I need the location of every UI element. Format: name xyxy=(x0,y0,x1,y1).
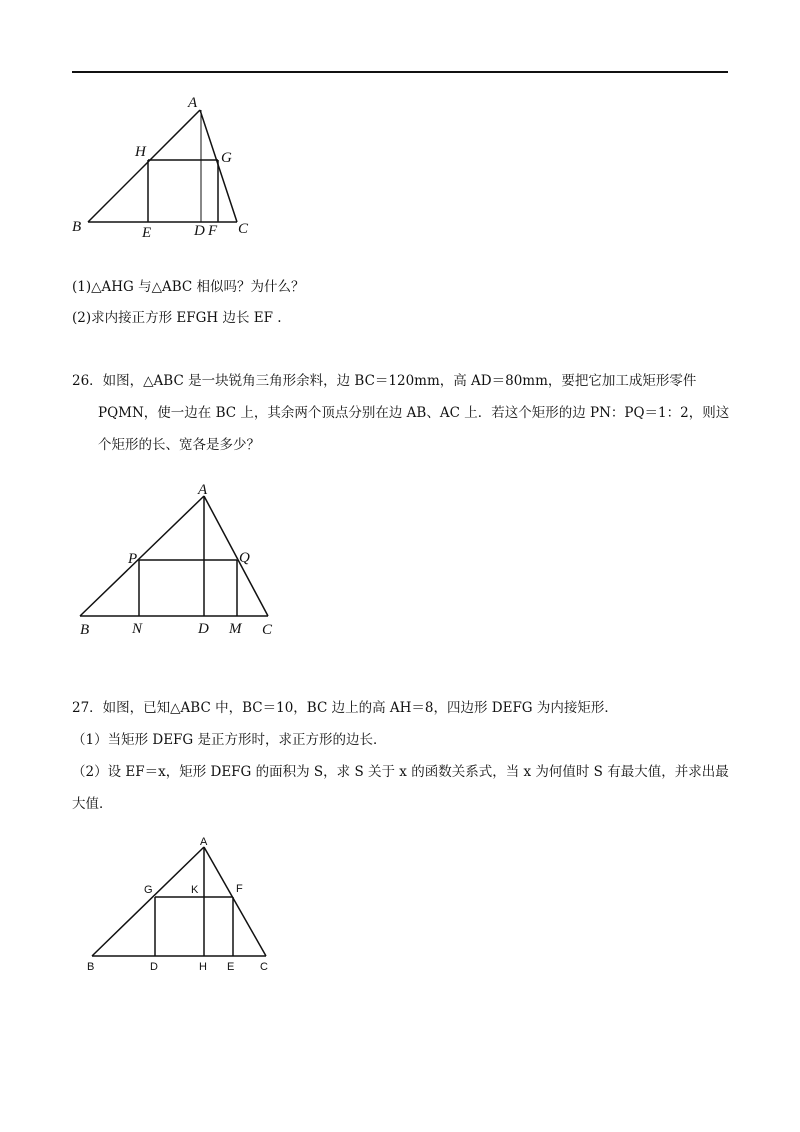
label-B: B xyxy=(80,622,90,638)
label-D: D xyxy=(198,621,209,637)
q27-text-line1: 27．如图，已知△ABC 中，BC＝10，BC 边上的高 AH＝8，四边形 DEFG 为内接矩形． xyxy=(72,700,618,716)
q27-part1: （1）当矩形 DEFG 是正方形时，求正方形的边长． xyxy=(72,732,387,748)
label-E: E xyxy=(142,225,152,241)
label-E: E xyxy=(227,961,235,973)
figure-q27 xyxy=(80,830,280,980)
q26-text-line2: PQMN，使一边在 BC 上，其余两个顶点分别在边 AB、AC 上．若这个矩形的边 PN：PQ＝1：2，则这 xyxy=(98,405,730,421)
label-H: H xyxy=(135,144,146,160)
label-F: F xyxy=(208,223,218,239)
label-C: C xyxy=(260,961,268,973)
label-C: C xyxy=(262,622,273,638)
label-F: F xyxy=(236,883,243,895)
label-B: B xyxy=(87,961,95,973)
label-D: D xyxy=(194,223,205,239)
label-G: G xyxy=(221,150,232,166)
label-N: N xyxy=(132,621,143,637)
label-A: A xyxy=(198,482,208,498)
label-K: K xyxy=(191,884,199,896)
figure-q25 xyxy=(70,92,290,242)
q27-part2-line2: 大值． xyxy=(72,796,113,812)
q25-part2: (2)求内接正方形 EFGH 边长 EF . xyxy=(72,310,282,326)
header-rule xyxy=(72,71,728,73)
q25-part1: (1)△AHG 与△ABC 相似吗？为什么？ xyxy=(72,279,305,295)
label-A: A xyxy=(188,95,198,111)
label-A: A xyxy=(200,836,208,848)
label-D: D xyxy=(150,961,158,973)
q26-text-line3: 个矩形的长、宽各是多少？ xyxy=(98,437,260,453)
label-P: P xyxy=(128,551,138,567)
label-C: C xyxy=(238,221,249,237)
q26-text-line1: 26．如图，△ABC 是一块锐角三角形余料，边 BC＝120mm，高 AD＝80mm，要把它加工成矩形零件 xyxy=(72,373,697,389)
label-G: G xyxy=(144,884,153,896)
label-M: M xyxy=(229,621,242,637)
label-B: B xyxy=(72,219,82,235)
label-Q: Q xyxy=(239,550,250,566)
q27-part2-line1: （2）设 EF＝x，矩形 DEFG 的面积为 S，求 S 关于 x 的函数关系式，当 x 为何值时 S 有最大值，并求出最 xyxy=(72,764,729,780)
figure-q26 xyxy=(70,478,290,643)
label-H: H xyxy=(199,961,207,973)
